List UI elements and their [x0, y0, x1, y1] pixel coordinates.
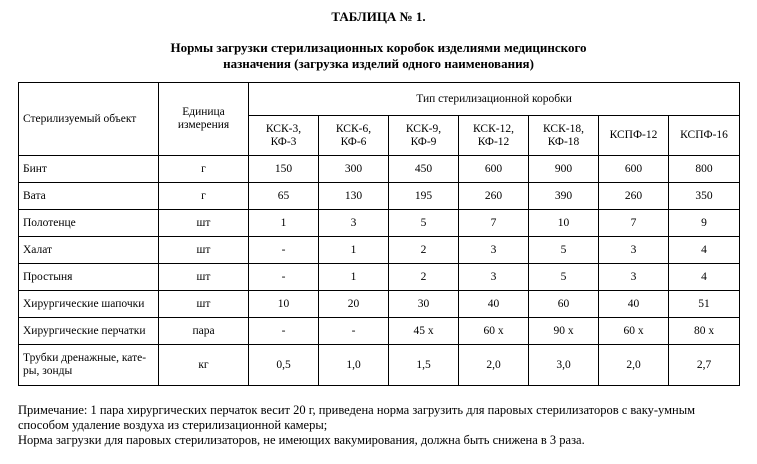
header-object: Стерилизуемый объект	[19, 83, 159, 156]
header-box: КСК-3, КФ-3	[249, 116, 319, 156]
cell-value: 3	[319, 210, 389, 237]
cell-value: 4	[669, 264, 740, 291]
cell-value: 65	[249, 183, 319, 210]
cell-value: 5	[529, 237, 599, 264]
cell-value: 1,5	[389, 345, 459, 386]
cell-value: -	[249, 264, 319, 291]
cell-unit: пара	[159, 318, 249, 345]
table-row	[19, 291, 740, 318]
header-box: КСК-18, КФ-18	[529, 116, 599, 156]
cell-value: 7	[459, 210, 529, 237]
cell-unit: шт	[159, 237, 249, 264]
table-subtitle	[0, 40, 757, 72]
header-box: КСК-9, КФ-9	[389, 116, 459, 156]
cell-object: Хирургические перчатки	[19, 318, 159, 345]
notes	[18, 403, 748, 448]
cell-value: 2	[389, 237, 459, 264]
cell-value: 40	[599, 291, 669, 318]
header-box: КСПФ-16	[669, 116, 740, 156]
cell-value: 300	[319, 156, 389, 183]
cell-value: 260	[599, 183, 669, 210]
cell-value: 45 x	[389, 318, 459, 345]
note-1: Примечание: 1 пара хирургических перчаток весит 20 г, приведена норма загрузить для паровых стерилизаторов с ваку-умным способом удаление воздуха из стерилизационной камеры;	[18, 403, 696, 432]
cell-value: 450	[389, 156, 459, 183]
cell-value: 60 x	[459, 318, 529, 345]
cell-value: -	[319, 318, 389, 345]
cell-value: 900	[529, 156, 599, 183]
header-box: КСПФ-12	[599, 116, 669, 156]
cell-value: 30	[389, 291, 459, 318]
cell-value: 1	[319, 264, 389, 291]
loading-norms-table	[18, 82, 740, 386]
header-box: КСК-12, КФ-12	[459, 116, 529, 156]
cell-value: 80 x	[669, 318, 740, 345]
cell-value: 10	[529, 210, 599, 237]
cell-unit: кг	[159, 345, 249, 386]
cell-object: Полотенце	[19, 210, 159, 237]
cell-value: 2,0	[459, 345, 529, 386]
cell-object: Халат	[19, 237, 159, 264]
cell-value: 130	[319, 183, 389, 210]
table-title: ТАБЛИЦА № 1.	[331, 9, 426, 24]
cell-value: 350	[669, 183, 740, 210]
cell-value: 1	[319, 237, 389, 264]
cell-object: Хирургические шапочки	[19, 291, 159, 318]
cell-value: 60	[529, 291, 599, 318]
cell-unit: шт	[159, 264, 249, 291]
cell-value: 4	[669, 237, 740, 264]
table-row	[19, 345, 740, 386]
cell-unit: шт	[159, 291, 249, 318]
cell-value: 90 x	[529, 318, 599, 345]
table-row	[19, 237, 740, 264]
cell-object: Бинт	[19, 156, 159, 183]
cell-value: 800	[669, 156, 740, 183]
table-row	[19, 156, 740, 183]
subtitle-line: назначения (загрузка изделий одного наименования)	[223, 56, 534, 71]
cell-value: 3	[459, 237, 529, 264]
cell-value: 7	[599, 210, 669, 237]
cell-value: 600	[599, 156, 669, 183]
cell-value: 3	[599, 264, 669, 291]
cell-value: 195	[389, 183, 459, 210]
cell-value: 3,0	[529, 345, 599, 386]
header-box: КСК-6, КФ-6	[319, 116, 389, 156]
table-row	[19, 210, 740, 237]
cell-value: -	[249, 318, 319, 345]
cell-value: -	[249, 237, 319, 264]
cell-value: 150	[249, 156, 319, 183]
cell-value: 3	[599, 237, 669, 264]
cell-value: 1,0	[319, 345, 389, 386]
cell-value: 2	[389, 264, 459, 291]
cell-value: 600	[459, 156, 529, 183]
cell-value: 20	[319, 291, 389, 318]
cell-value: 5	[389, 210, 459, 237]
cell-value: 2,7	[669, 345, 740, 386]
cell-object: Простыня	[19, 264, 159, 291]
cell-value: 9	[669, 210, 740, 237]
table-row	[19, 183, 740, 210]
header-box-type: Тип стерилизационной коробки	[249, 83, 740, 116]
cell-value: 2,0	[599, 345, 669, 386]
cell-value: 3	[459, 264, 529, 291]
cell-value: 260	[459, 183, 529, 210]
subtitle-line: Нормы загрузки стерилизационных коробок изделиями медицинского	[170, 40, 587, 55]
table-row	[19, 264, 740, 291]
cell-value: 1	[249, 210, 319, 237]
table-row	[19, 318, 740, 345]
cell-object: Вата	[19, 183, 159, 210]
cell-unit: г	[159, 156, 249, 183]
cell-value: 40	[459, 291, 529, 318]
cell-object: Трубки дренажные, кате-ры, зонды	[19, 345, 159, 386]
cell-unit: шт	[159, 210, 249, 237]
cell-value: 10	[249, 291, 319, 318]
cell-value: 0,5	[249, 345, 319, 386]
cell-unit: г	[159, 183, 249, 210]
header-unit: Единица измерения	[159, 83, 249, 156]
cell-value: 5	[529, 264, 599, 291]
cell-value: 390	[529, 183, 599, 210]
cell-value: 51	[669, 291, 740, 318]
cell-value: 60 x	[599, 318, 669, 345]
note-2: Норма загрузки для паровых стерилизаторов, не имеющих вакумирования, должна быть снижена в 3 раза.	[18, 433, 585, 447]
